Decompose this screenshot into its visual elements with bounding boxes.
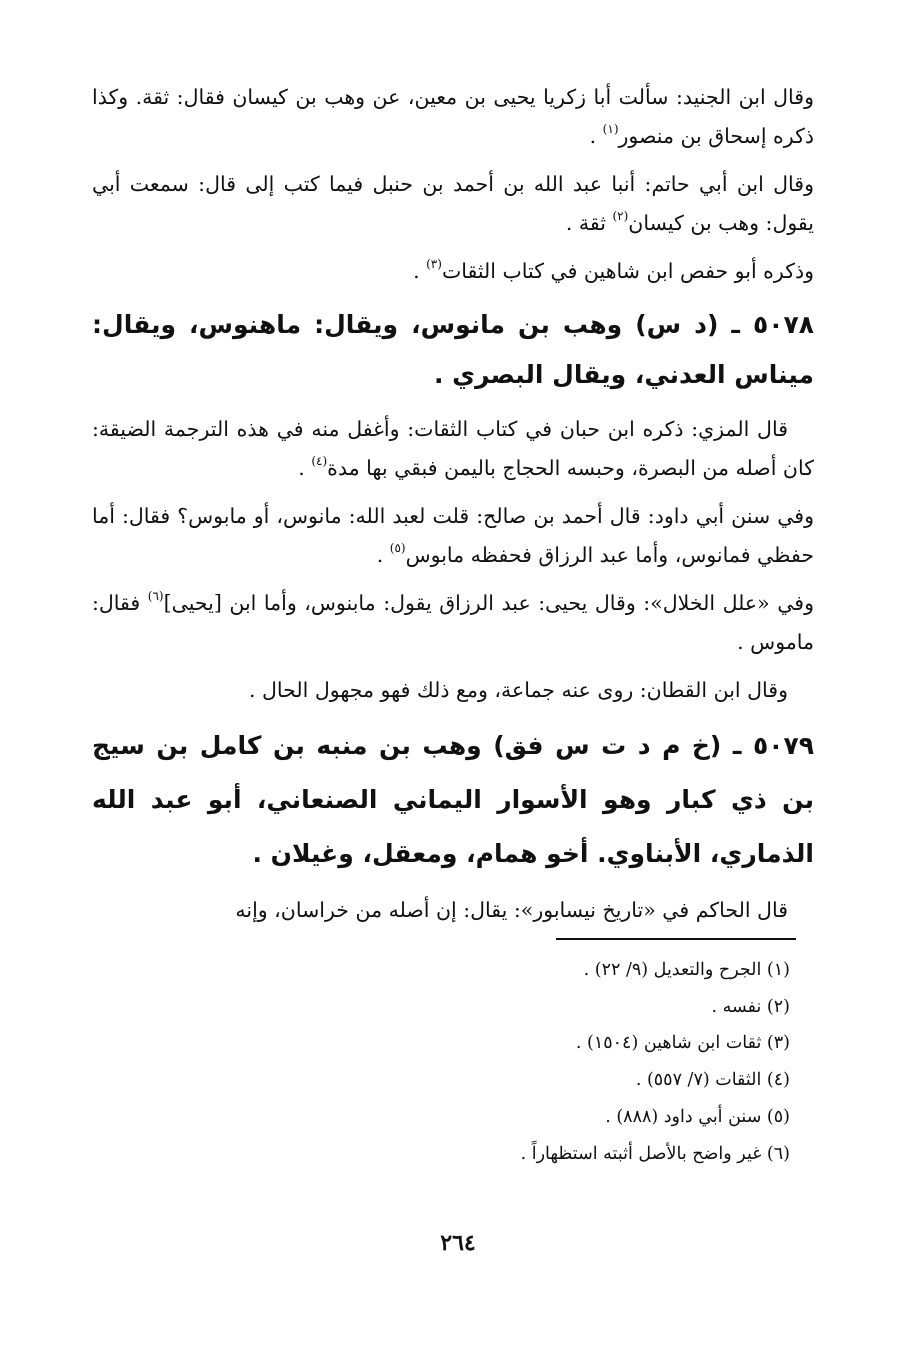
footnote-ref-3[interactable]: (٣) xyxy=(426,257,442,271)
paragraph-ibn-al-qattan: وقال ابن القطان: روى عنه جماعة، ومع ذلك فهو مجهول الحال . xyxy=(249,678,788,702)
paragraph-ibn-shahin: وذكره أبو حفص ابن شاهين في كتاب الثقات$^{(٣)}$ . xyxy=(413,257,814,283)
entry-heading-5078: ٥٠٧٨ ـ (د س) وهب بن مانوس، ويقال: ماهنوس، ويقال: ميناس العدني، ويقال البصري . xyxy=(92,310,814,389)
main-text xyxy=(92,78,814,939)
paragraph-ibn-abi-hatim: وقال ابن أبي حاتم: أنبا عبد الله بن أحمد بن حنبل فيما كتب إلى قال: سمعت أبي يقول: وهب بن كيسان$^{(٢)}$ ثقة . xyxy=(92,172,814,235)
footnote-ref-4[interactable]: (٤) xyxy=(311,454,328,468)
footnote-3: (٣) ثقات ابن شاهين (١٥٠٤) . xyxy=(575,1033,790,1054)
footnote-4: (٤) الثقات (٧/ ٥٥٧) . xyxy=(635,1070,790,1091)
paragraph-ibn-al-junayd: وقال ابن الجنيد: سألت أبا زكريا يحيى بن معين، عن وهب بن كيسان فقال: ثقة. وكذا ذكره إسحاق بن منصور$^{(١)}$ . xyxy=(92,85,814,148)
footnote-2: (٢) نفسه . xyxy=(711,996,790,1017)
paragraph-al-hakim: قال الحاكم في «تاريخ نيسابور»: يقال: إن أصله من خراسان، وإنه xyxy=(235,898,788,922)
paragraph-sunan-abi-dawud: وفي سنن أبي داود: قال أحمد بن صالح: قلت لعبد الله: مانوس، أو مابوس؟ فقال: أما حفظي فمانوس، وأما عبد الرزاق فحفظه مابوس$^{(٥)}$ . xyxy=(92,504,814,567)
paragraph-al-mizzi: قال المزي: ذكره ابن حبان في كتاب الثقات: وأغفل منه في هذه الترجمة الضيقة: كان أصله من البصرة، وحبسه الحجاج باليمن فبقي بها مدة$^{(٤)}$ . xyxy=(92,417,814,480)
footnote-separator xyxy=(556,938,796,940)
footnote-6: (٦) غير واضح بالأصل أثبته استظهاراً . xyxy=(520,1143,790,1164)
footnote-ref-6[interactable]: (٦) xyxy=(147,589,164,603)
entry-heading-5079: ٥٠٧٩ ـ (خ م د ت س فق) وهب بن منبه بن كامل بن سيج بن ذي كبار وهو الأسوار اليماني الصنعاني، أبو عبد الله الذماري، الأبناوي. أخو همام، ومعقل، وغيلان . xyxy=(92,731,814,868)
footnote-ref-1[interactable]: (١) xyxy=(602,122,619,136)
paragraph-ilal-al-khallal: وفي «علل الخلال»: وقال يحيى: عبد الرزاق يقول: مابنوس، وأما ابن [يحيى]$^{(٦)}$ فقال: ماموس . xyxy=(92,589,815,654)
footnote-ref-2[interactable]: (٢) xyxy=(612,209,629,223)
footnotes xyxy=(170,952,790,1172)
footnote-5: (٥) سنن أبي داود (٨٨٨) . xyxy=(605,1106,790,1127)
footnote-ref-5[interactable]: (٥) xyxy=(389,541,406,555)
page-number: ٢٦٤ xyxy=(440,1230,476,1256)
footnote-1: (١) الجرح والتعديل (٩/ ٢٢) . xyxy=(583,960,790,980)
